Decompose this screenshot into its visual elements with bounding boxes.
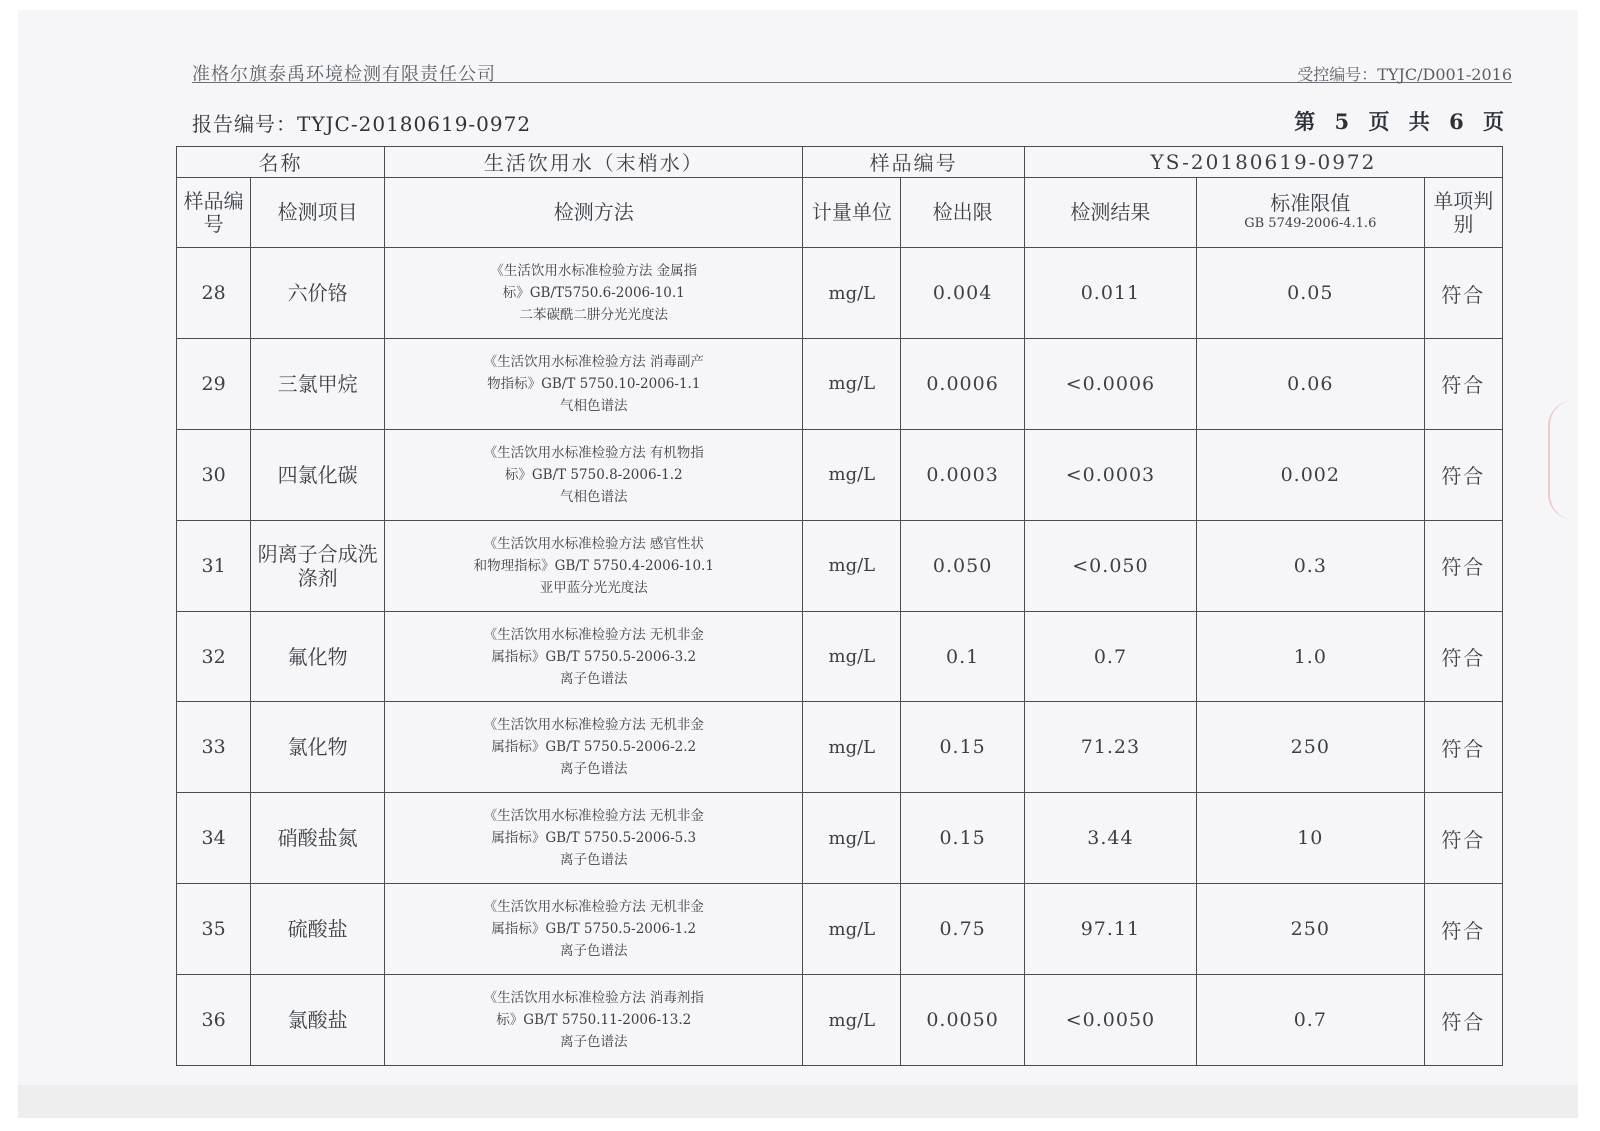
judgement-cell: 符合 bbox=[1424, 248, 1502, 339]
sample-no-cell: 33 bbox=[177, 702, 251, 793]
method-line: 属指标》GB/T 5750.5-2006-2.2 bbox=[491, 739, 697, 756]
detect-limit-cell: 0.004 bbox=[901, 248, 1025, 339]
sample-no-cell: 35 bbox=[177, 884, 251, 975]
item-cell: 硝酸盐氮 bbox=[251, 793, 385, 884]
method-line: 标》GB/T 5750.11-2006-13.2 bbox=[496, 1012, 692, 1029]
method-line: 《生活饮用水标准检验方法 无机非金 bbox=[483, 717, 704, 734]
standard-cell: 10 bbox=[1196, 793, 1424, 884]
method-cell bbox=[385, 248, 803, 339]
judgement-cell: 符合 bbox=[1424, 975, 1502, 1066]
method-line: 属指标》GB/T 5750.5-2006-1.2 bbox=[491, 921, 697, 938]
method-line: 离子色谱法 bbox=[560, 943, 628, 960]
method-line: 《生活饮用水标准检验方法 金属指 bbox=[490, 263, 698, 280]
detect-limit-cell: 0.75 bbox=[901, 884, 1025, 975]
unit-cell: mg/L bbox=[803, 429, 901, 520]
method-line: 气相色谱法 bbox=[560, 488, 628, 505]
standard-cell: 1.0 bbox=[1196, 611, 1424, 702]
table-row bbox=[177, 793, 1503, 884]
unit-cell: mg/L bbox=[803, 884, 901, 975]
unit-cell: mg/L bbox=[803, 248, 901, 339]
item-cell: 阴离子合成洗涤剂 bbox=[251, 520, 385, 611]
item-cell: 氟化物 bbox=[251, 611, 385, 702]
item-cell: 四氯化碳 bbox=[251, 429, 385, 520]
col-detect-limit: 检出限 bbox=[901, 177, 1025, 247]
company-name: 准格尔旗泰禹环境检测有限责任公司 bbox=[192, 64, 496, 85]
result-cell: 71.23 bbox=[1024, 702, 1196, 793]
judgement-cell: 符合 bbox=[1424, 793, 1502, 884]
unit-cell: mg/L bbox=[803, 339, 901, 430]
table-row bbox=[177, 975, 1503, 1066]
test-results-table bbox=[176, 146, 1503, 1066]
detect-limit-cell: 0.15 bbox=[901, 702, 1025, 793]
page-bottom-shade bbox=[18, 1085, 1578, 1118]
table-row bbox=[177, 884, 1503, 975]
col-judgement: 单项判别 bbox=[1424, 177, 1502, 247]
table-header-row bbox=[177, 177, 1503, 247]
detect-limit-cell: 0.15 bbox=[901, 793, 1025, 884]
standard-cell: 250 bbox=[1196, 702, 1424, 793]
standard-cell: 0.002 bbox=[1196, 429, 1424, 520]
sample-no-cell: 36 bbox=[177, 975, 251, 1066]
result-cell: 3.44 bbox=[1024, 793, 1196, 884]
method-line: 标》GB/T5750.6-2006-10.1 bbox=[502, 285, 685, 302]
method-line: 二苯碳酰二肼分光光度法 bbox=[519, 307, 668, 324]
col-result: 检测结果 bbox=[1024, 177, 1196, 247]
method-cell bbox=[385, 429, 803, 520]
item-cell: 六价铬 bbox=[251, 248, 385, 339]
method-cell bbox=[385, 339, 803, 430]
result-cell: <0.0050 bbox=[1024, 975, 1196, 1066]
table-row bbox=[177, 520, 1503, 611]
standard-cell: 250 bbox=[1196, 884, 1424, 975]
sample-no-cell: 29 bbox=[177, 339, 251, 430]
method-line: 离子色谱法 bbox=[560, 1034, 628, 1051]
result-cell: <0.0006 bbox=[1024, 339, 1196, 430]
col-method: 检测方法 bbox=[385, 177, 803, 247]
method-cell bbox=[385, 520, 803, 611]
detect-limit-cell: 0.0003 bbox=[901, 429, 1025, 520]
item-cell: 三氯甲烷 bbox=[251, 339, 385, 430]
judgement-cell: 符合 bbox=[1424, 611, 1502, 702]
standard-cell: 0.3 bbox=[1196, 520, 1424, 611]
method-line: 离子色谱法 bbox=[560, 761, 628, 778]
standard-cell: 0.05 bbox=[1196, 248, 1424, 339]
detect-limit-cell: 0.0050 bbox=[901, 975, 1025, 1066]
result-cell: 97.11 bbox=[1024, 884, 1196, 975]
result-cell: <0.0003 bbox=[1024, 429, 1196, 520]
col-standard-ref: GB 5749-2006-4.1.6 bbox=[1244, 216, 1377, 232]
unit-cell: mg/L bbox=[803, 975, 901, 1066]
judgement-cell: 符合 bbox=[1424, 429, 1502, 520]
method-cell bbox=[385, 702, 803, 793]
table-row bbox=[177, 248, 1503, 339]
judgement-cell: 符合 bbox=[1424, 702, 1502, 793]
sample-no-cell: 28 bbox=[177, 248, 251, 339]
standard-cell: 0.7 bbox=[1196, 975, 1424, 1066]
unit-cell: mg/L bbox=[803, 520, 901, 611]
sample-no-cell: 31 bbox=[177, 520, 251, 611]
table-row bbox=[177, 611, 1503, 702]
name-value: 生活饮用水（末梢水） bbox=[385, 147, 803, 178]
judgement-cell: 符合 bbox=[1424, 339, 1502, 430]
item-cell: 氯酸盐 bbox=[251, 975, 385, 1066]
detect-limit-cell: 0.1 bbox=[901, 611, 1025, 702]
col-item: 检测项目 bbox=[251, 177, 385, 247]
detect-limit-cell: 0.0006 bbox=[901, 339, 1025, 430]
table-name-row bbox=[177, 147, 1503, 178]
col-unit: 计量单位 bbox=[803, 177, 901, 247]
unit-cell: mg/L bbox=[803, 611, 901, 702]
table-row bbox=[177, 429, 1503, 520]
method-line: 标》GB/T 5750.8-2006-1.2 bbox=[504, 466, 683, 483]
table-row bbox=[177, 339, 1503, 430]
unit-cell: mg/L bbox=[803, 702, 901, 793]
method-line: 《生活饮用水标准检验方法 无机非金 bbox=[483, 899, 704, 916]
method-line: 《生活饮用水标准检验方法 无机非金 bbox=[483, 808, 704, 825]
control-number: 受控编号：TYJC/D001-2016 bbox=[1297, 65, 1512, 84]
detect-limit-cell: 0.050 bbox=[901, 520, 1025, 611]
table-row bbox=[177, 702, 1503, 793]
method-line: 气相色谱法 bbox=[560, 397, 628, 414]
page-indicator: 第 5 页 共 6 页 bbox=[1294, 109, 1510, 134]
sample-no-cell: 32 bbox=[177, 611, 251, 702]
method-line: 《生活饮用水标准检验方法 感官性状 bbox=[483, 535, 704, 552]
method-line: 属指标》GB/T 5750.5-2006-3.2 bbox=[491, 648, 697, 665]
col-sample-no: 样品编号 bbox=[177, 177, 251, 247]
result-cell: 0.7 bbox=[1024, 611, 1196, 702]
method-line: 《生活饮用水标准检验方法 消毒剂指 bbox=[483, 990, 704, 1007]
sample-value: YS-20180619-0972 bbox=[1024, 147, 1502, 178]
method-line: 物指标》GB/T 5750.10-2006-1.1 bbox=[487, 375, 701, 392]
page-header bbox=[192, 60, 1512, 83]
judgement-cell: 符合 bbox=[1424, 520, 1502, 611]
sample-no-cell: 30 bbox=[177, 429, 251, 520]
method-line: 亚甲蓝分光光度法 bbox=[539, 579, 648, 596]
result-cell: 0.011 bbox=[1024, 248, 1196, 339]
method-cell bbox=[385, 884, 803, 975]
sample-label: 样品编号 bbox=[803, 147, 1025, 178]
method-line: 离子色谱法 bbox=[560, 852, 628, 869]
method-line: 和物理指标》GB/T 5750.4-2006-10.1 bbox=[473, 557, 714, 574]
col-standard bbox=[1196, 177, 1424, 247]
result-cell: <0.050 bbox=[1024, 520, 1196, 611]
judgement-cell: 符合 bbox=[1424, 884, 1502, 975]
name-label: 名称 bbox=[177, 147, 385, 178]
method-cell bbox=[385, 793, 803, 884]
method-cell bbox=[385, 975, 803, 1066]
item-cell: 氯化物 bbox=[251, 702, 385, 793]
item-cell: 硫酸盐 bbox=[251, 884, 385, 975]
unit-cell: mg/L bbox=[803, 793, 901, 884]
method-cell bbox=[385, 611, 803, 702]
standard-cell: 0.06 bbox=[1196, 339, 1424, 430]
method-line: 《生活饮用水标准检验方法 无机非金 bbox=[483, 626, 704, 643]
report-number: 报告编号：TYJC-20180619-0972 bbox=[192, 112, 532, 136]
col-standard-label: 标准限值 bbox=[1270, 191, 1351, 216]
method-line: 《生活饮用水标准检验方法 有机物指 bbox=[483, 444, 704, 461]
method-line: 《生活饮用水标准检验方法 消毒副产 bbox=[483, 353, 704, 370]
method-line: 属指标》GB/T 5750.5-2006-5.3 bbox=[491, 830, 697, 847]
sample-no-cell: 34 bbox=[177, 793, 251, 884]
method-line: 离子色谱法 bbox=[560, 670, 628, 687]
seal-stamp-edge bbox=[1548, 400, 1574, 520]
